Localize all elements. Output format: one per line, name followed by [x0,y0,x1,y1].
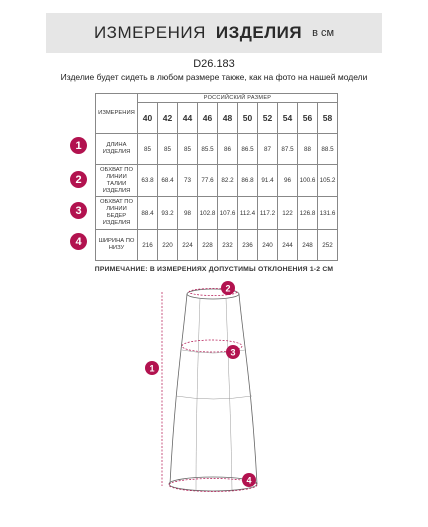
row-marker-2: 2 [70,171,87,188]
table-cell: 82.2 [218,165,238,197]
header-word-product: ИЗДЕЛИЯ [215,23,303,42]
skirt-diagram [0,278,428,527]
table-cell: 252 [318,230,338,261]
table-cell: 112.4 [238,197,258,230]
table-cell: 107.6 [218,197,238,230]
table-cell: 86.8 [238,165,258,197]
table-cell: 240 [258,230,278,261]
table-cell: 126.8 [298,197,318,230]
table-cell: 88 [298,134,318,165]
table-row [96,197,338,230]
size-group-label: РОССИЙСКИЙ РАЗМЕР [138,94,338,103]
size-header: 44 [178,103,198,134]
size-table [95,93,338,261]
size-header: 48 [218,103,238,134]
table-cell: 232 [218,230,238,261]
table-row [96,165,338,197]
diagram-marker-1 [145,361,159,375]
table-cell: 91.4 [258,165,278,197]
header-unit: в см [312,27,335,39]
table-cell: 88.4 [138,197,158,230]
size-header: 42 [158,103,178,134]
page-header [46,13,382,53]
size-header: 56 [298,103,318,134]
table-cell: 86.5 [238,134,258,165]
table-cell: 220 [158,230,178,261]
skirt-outline [170,294,257,484]
size-header: 40 [138,103,158,134]
skirt-panel-lines [176,347,252,399]
table-cell: 85 [138,134,158,165]
table-cell: 86 [218,134,238,165]
table-cell: 85 [178,134,198,165]
table-cell: 63.8 [138,165,158,197]
table-cell: 224 [178,230,198,261]
svg-text:1: 1 [149,363,155,374]
svg-text:4: 4 [246,475,252,486]
table-cell: 98 [178,197,198,230]
table-cell: 77.6 [198,165,218,197]
table-cell: 93.2 [158,197,178,230]
table-cell: 236 [238,230,258,261]
table-cell: 105.2 [318,165,338,197]
size-header: 54 [278,103,298,134]
size-header: 58 [318,103,338,134]
row-marker-1: 1 [70,137,87,154]
row-label: ОБХВАТ ПО ЛИНИИ ТАЛИИ ИЗДЕЛИЯ [96,165,138,197]
table-cell: 102.8 [198,197,218,230]
product-code: D26.183 [193,58,235,70]
table-cell: 85 [158,134,178,165]
diagram-marker-4 [242,473,256,487]
table-cell: 228 [198,230,218,261]
table-cell: 100.6 [298,165,318,197]
table-cell: 85.5 [198,134,218,165]
table-cell: 122 [278,197,298,230]
svg-text:2: 2 [225,283,231,294]
corner-label: ИЗМЕРЕНИЯ [96,94,138,134]
table-cell: 87 [258,134,278,165]
table-cell: 244 [278,230,298,261]
table-row [96,230,338,261]
row-marker-3: 3 [70,202,87,219]
table-cell: 96 [278,165,298,197]
row-marker-4: 4 [70,233,87,250]
diagram-marker-2 [221,281,235,295]
table-row [96,134,338,165]
diagram-marker-3 [226,345,240,359]
table-cell: 216 [138,230,158,261]
table-cell: 131.6 [318,197,338,230]
table-cell: 88.5 [318,134,338,165]
tolerance-footnote: ПРИМЕЧАНИЕ: В ИЗМЕРЕНИЯХ ДОПУСТИМЫ ОТКЛОНЕНИЯ 1-2 СМ [94,266,334,273]
table-cell: 117.2 [258,197,278,230]
table-cell: 68.4 [158,165,178,197]
row-label: ОБХВАТ ПО ЛИНИИ БЕДЕР ИЗДЕЛИЯ [96,197,138,230]
table-cell: 73 [178,165,198,197]
row-label: ДЛИНА ИЗДЕЛИЯ [96,134,138,165]
size-header: 50 [238,103,258,134]
size-header: 52 [258,103,278,134]
table-cell: 87.5 [278,134,298,165]
fit-note: Изделие будет сидеть в любом размере также, как на фото на нашей модели [60,72,368,82]
table-cell: 248 [298,230,318,261]
size-header: 46 [198,103,218,134]
header-word-measurements: ИЗМЕРЕНИЯ [93,23,206,42]
skirt-seams [196,298,232,491]
svg-text:3: 3 [230,347,236,358]
row-label: ШИРИНА ПО НИЗУ [96,230,138,261]
